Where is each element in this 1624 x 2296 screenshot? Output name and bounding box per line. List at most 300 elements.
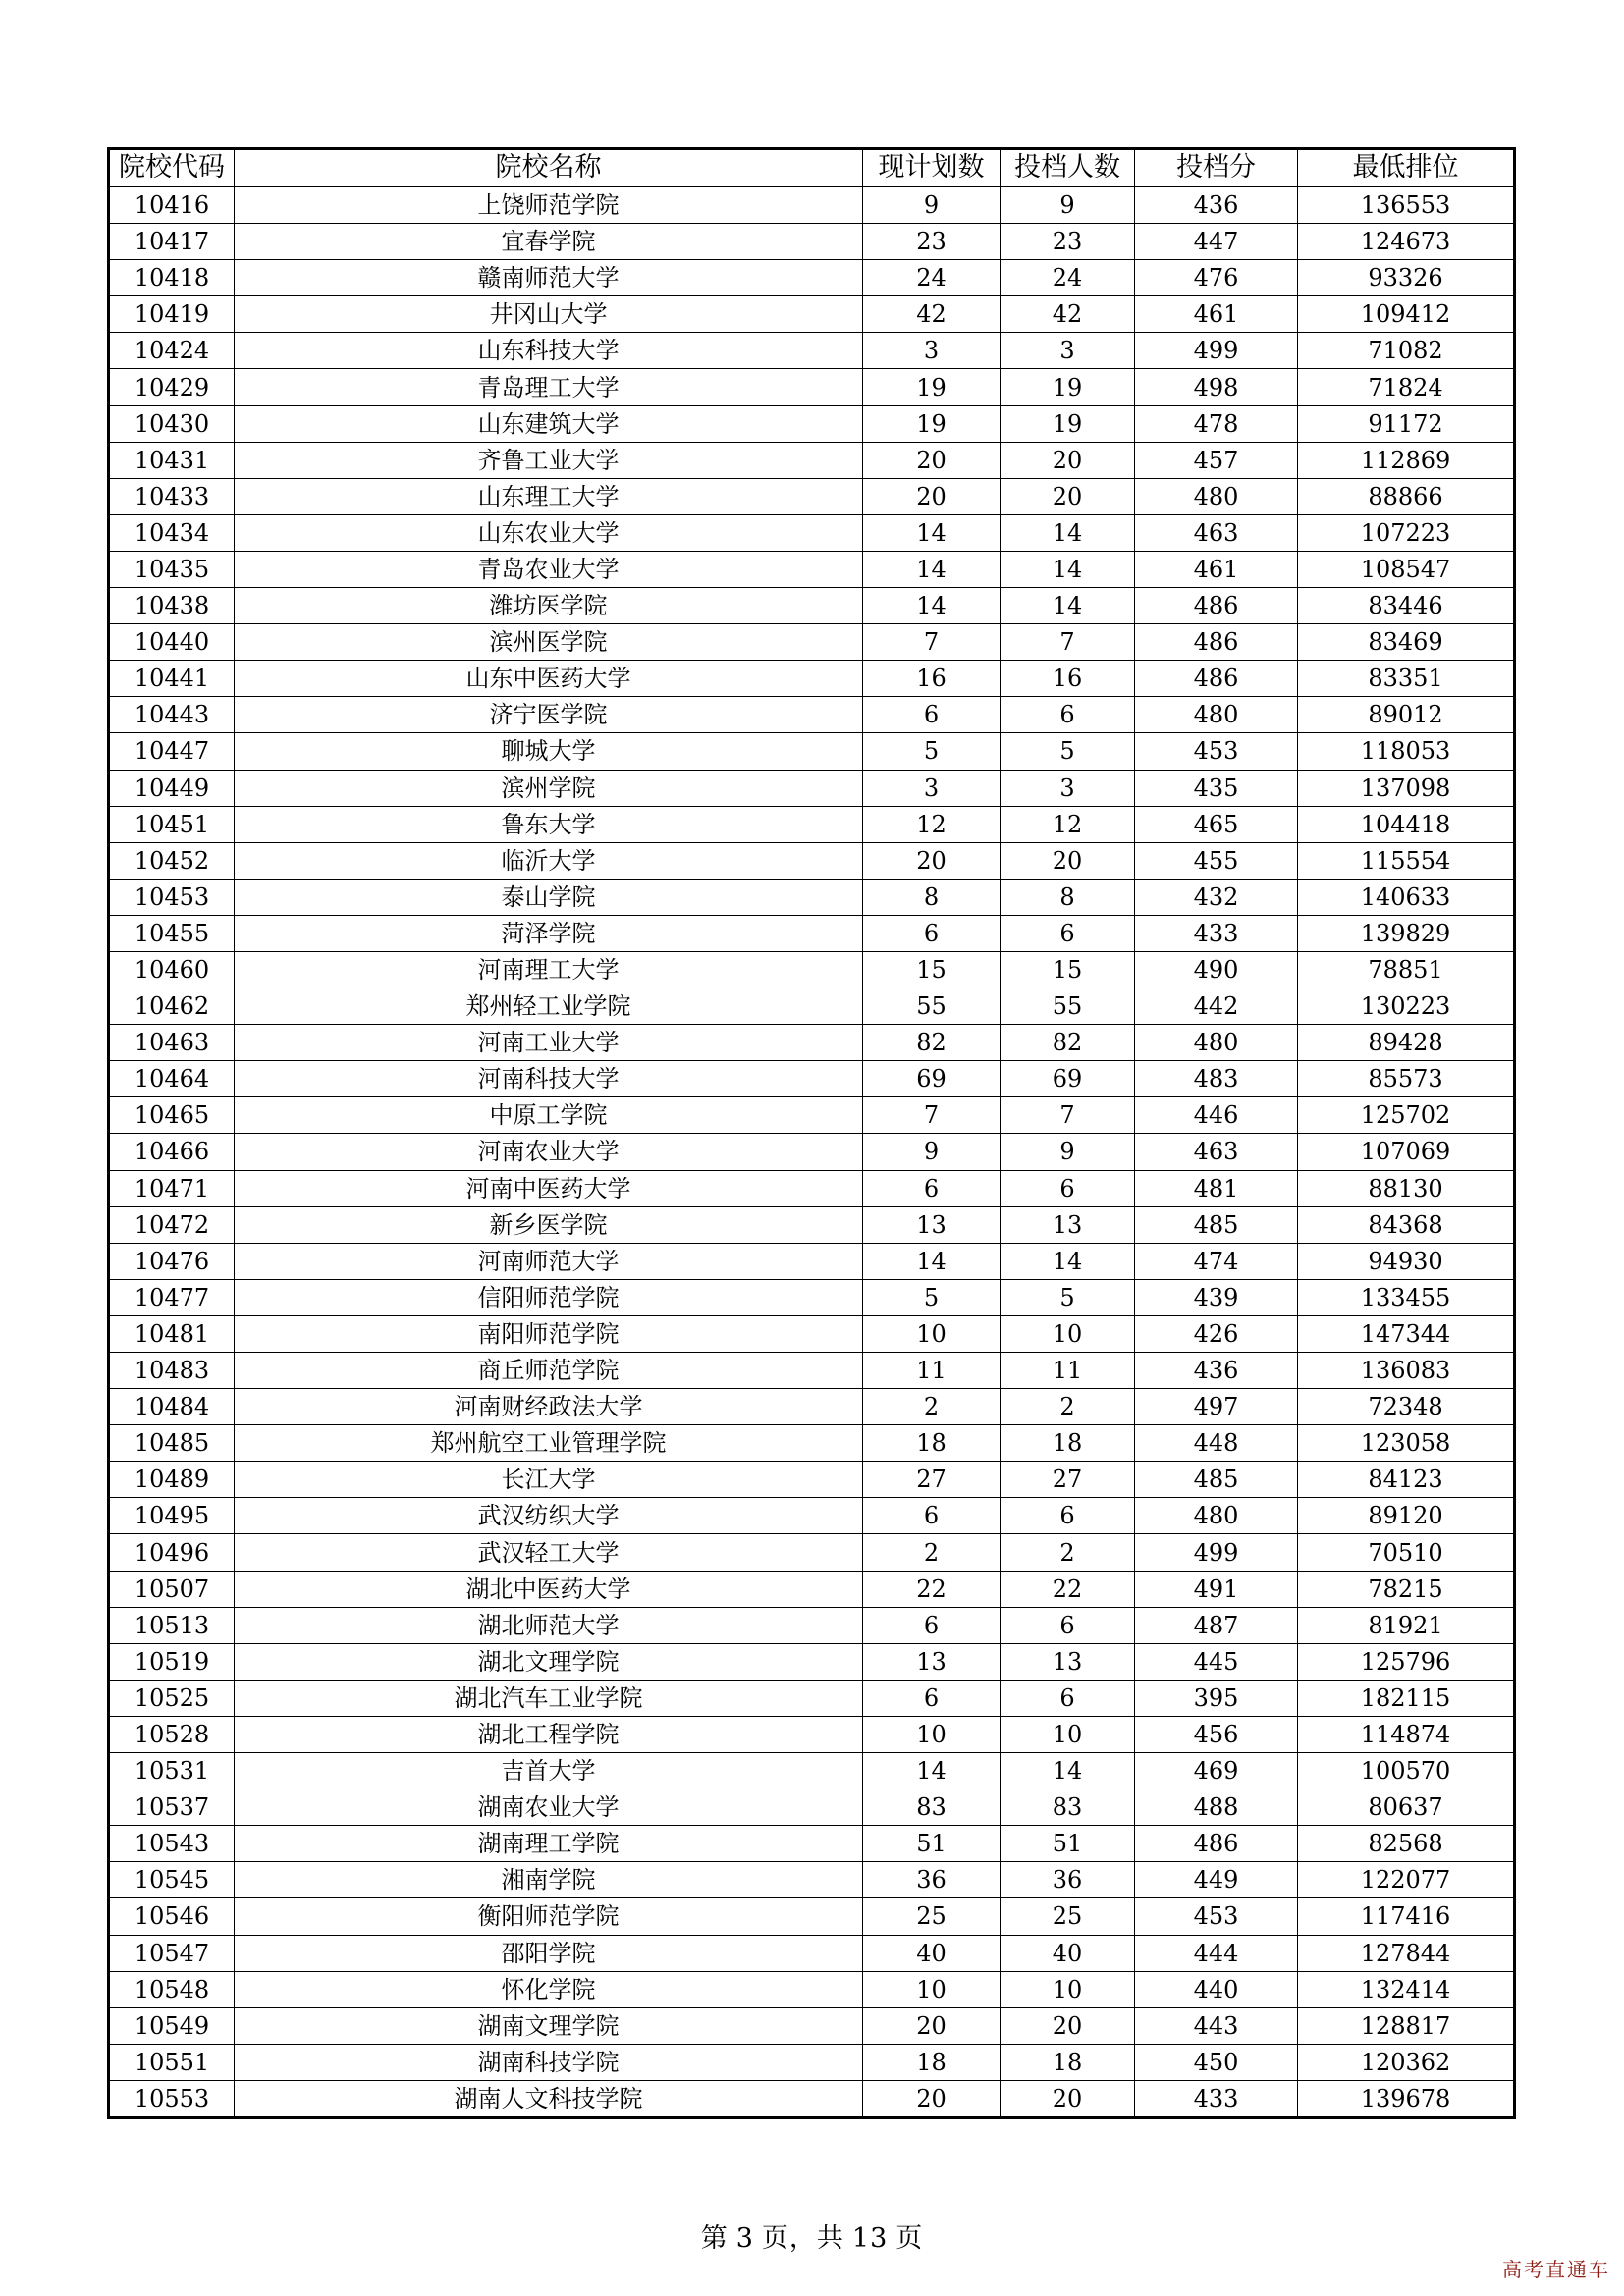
- cell-lowest-rank: 83351: [1298, 661, 1515, 697]
- table-row: [109, 588, 1515, 624]
- cell-admission-score: 436: [1135, 187, 1298, 224]
- cell-school-name: 聊城大学: [235, 733, 863, 770]
- cell-admission-score: 480: [1135, 697, 1298, 733]
- cell-school-name: 上饶师范学院: [235, 187, 863, 224]
- cell-school-name: 郑州轻工业学院: [235, 988, 863, 1025]
- cell-school-name: 湖北中医药大学: [235, 1571, 863, 1607]
- cell-school-name: 宜春学院: [235, 224, 863, 260]
- cell-lowest-rank: 85573: [1298, 1061, 1515, 1097]
- table-row: [109, 1898, 1515, 1935]
- cell-admitted-count: 20: [1001, 2080, 1135, 2117]
- cell-admitted-count: 25: [1001, 1898, 1135, 1935]
- table-row: [109, 1025, 1515, 1061]
- cell-plan-count: 13: [863, 1206, 1001, 1243]
- cell-lowest-rank: 71082: [1298, 333, 1515, 369]
- table-row: [109, 1753, 1515, 1789]
- cell-admitted-count: 6: [1001, 1607, 1135, 1643]
- cell-admitted-count: 23: [1001, 224, 1135, 260]
- cell-school-name: 青岛理工大学: [235, 369, 863, 405]
- cell-admission-score: 433: [1135, 915, 1298, 951]
- cell-admitted-count: 5: [1001, 1279, 1135, 1315]
- header-admitted-count: 投档人数: [1001, 149, 1135, 187]
- cell-admission-score: 447: [1135, 224, 1298, 260]
- cell-admitted-count: 20: [1001, 2007, 1135, 2044]
- cell-admission-score: 499: [1135, 1534, 1298, 1571]
- cell-plan-count: 11: [863, 1353, 1001, 1389]
- table-row: [109, 1534, 1515, 1571]
- cell-lowest-rank: 128817: [1298, 2007, 1515, 2044]
- cell-admission-score: 453: [1135, 733, 1298, 770]
- cell-admitted-count: 13: [1001, 1643, 1135, 1680]
- cell-admission-score: 498: [1135, 369, 1298, 405]
- cell-plan-count: 9: [863, 187, 1001, 224]
- watermark-logo: 高考直通车: [1502, 2258, 1610, 2281]
- cell-admission-score: 433: [1135, 2080, 1298, 2117]
- table-row: [109, 1571, 1515, 1607]
- cell-admission-score: 486: [1135, 661, 1298, 697]
- cell-lowest-rank: 83469: [1298, 624, 1515, 661]
- cell-admitted-count: 3: [1001, 770, 1135, 806]
- cell-lowest-rank: 83446: [1298, 588, 1515, 624]
- cell-school-code: 10484: [109, 1389, 235, 1425]
- cell-admitted-count: 5: [1001, 733, 1135, 770]
- cell-admitted-count: 24: [1001, 260, 1135, 296]
- cell-school-code: 10548: [109, 1971, 235, 2007]
- cell-admission-score: 480: [1135, 1025, 1298, 1061]
- header-school-code: 院校代码: [109, 149, 235, 187]
- cell-lowest-rank: 70510: [1298, 1534, 1515, 1571]
- table-row: [109, 1643, 1515, 1680]
- cell-plan-count: 6: [863, 1607, 1001, 1643]
- cell-school-code: 10435: [109, 551, 235, 587]
- cell-admitted-count: 10: [1001, 1716, 1135, 1752]
- table-row: [109, 842, 1515, 879]
- cell-school-name: 郑州航空工业管理学院: [235, 1425, 863, 1462]
- cell-admitted-count: 83: [1001, 1789, 1135, 1826]
- table-row: [109, 333, 1515, 369]
- table-row: [109, 1826, 1515, 1862]
- cell-plan-count: 55: [863, 988, 1001, 1025]
- cell-lowest-rank: 81921: [1298, 1607, 1515, 1643]
- cell-admission-score: 449: [1135, 1862, 1298, 1898]
- cell-admission-score: 476: [1135, 260, 1298, 296]
- cell-plan-count: 6: [863, 697, 1001, 733]
- cell-school-code: 10449: [109, 770, 235, 806]
- cell-admission-score: 426: [1135, 1315, 1298, 1352]
- cell-plan-count: 15: [863, 951, 1001, 988]
- cell-admission-score: 463: [1135, 514, 1298, 551]
- cell-admission-score: 432: [1135, 879, 1298, 915]
- cell-school-name: 衡阳师范学院: [235, 1898, 863, 1935]
- cell-admission-score: 456: [1135, 1716, 1298, 1752]
- cell-admission-score: 486: [1135, 588, 1298, 624]
- cell-school-code: 10483: [109, 1353, 235, 1389]
- header-plan-count: 现计划数: [863, 149, 1001, 187]
- cell-admission-score: 457: [1135, 442, 1298, 478]
- cell-plan-count: 7: [863, 624, 1001, 661]
- cell-plan-count: 20: [863, 2080, 1001, 2117]
- cell-plan-count: 20: [863, 2007, 1001, 2044]
- cell-lowest-rank: 127844: [1298, 1935, 1515, 1971]
- cell-plan-count: 6: [863, 1680, 1001, 1716]
- table-row: [109, 770, 1515, 806]
- cell-admission-score: 486: [1135, 1826, 1298, 1862]
- cell-school-code: 10416: [109, 187, 235, 224]
- cell-lowest-rank: 117416: [1298, 1898, 1515, 1935]
- cell-lowest-rank: 122077: [1298, 1862, 1515, 1898]
- table-row: [109, 2044, 1515, 2080]
- cell-plan-count: 3: [863, 770, 1001, 806]
- cell-admitted-count: 12: [1001, 806, 1135, 842]
- table-row: [109, 806, 1515, 842]
- cell-school-name: 河南理工大学: [235, 951, 863, 988]
- cell-admitted-count: 10: [1001, 1315, 1135, 1352]
- cell-admitted-count: 9: [1001, 187, 1135, 224]
- table-row: [109, 1134, 1515, 1170]
- cell-admission-score: 474: [1135, 1243, 1298, 1279]
- table-row: [109, 260, 1515, 296]
- cell-admitted-count: 20: [1001, 842, 1135, 879]
- cell-lowest-rank: 107069: [1298, 1134, 1515, 1170]
- table-row: [109, 1971, 1515, 2007]
- cell-lowest-rank: 107223: [1298, 514, 1515, 551]
- cell-school-code: 10418: [109, 260, 235, 296]
- cell-admission-score: 443: [1135, 2007, 1298, 2044]
- cell-admitted-count: 2: [1001, 1534, 1135, 1571]
- cell-school-code: 10433: [109, 478, 235, 514]
- cell-school-code: 10545: [109, 1862, 235, 1898]
- cell-school-name: 河南工业大学: [235, 1025, 863, 1061]
- cell-admission-score: 488: [1135, 1789, 1298, 1826]
- table-row: [109, 988, 1515, 1025]
- cell-plan-count: 36: [863, 1862, 1001, 1898]
- table-row: [109, 1680, 1515, 1716]
- cell-plan-count: 18: [863, 1425, 1001, 1462]
- table-row: [109, 1425, 1515, 1462]
- cell-admission-score: 487: [1135, 1607, 1298, 1643]
- cell-admitted-count: 14: [1001, 551, 1135, 587]
- cell-school-code: 10471: [109, 1170, 235, 1206]
- table-row: [109, 1389, 1515, 1425]
- cell-school-code: 10477: [109, 1279, 235, 1315]
- cell-plan-count: 20: [863, 442, 1001, 478]
- cell-plan-count: 83: [863, 1789, 1001, 1826]
- cell-admission-score: 485: [1135, 1206, 1298, 1243]
- table-row: [109, 697, 1515, 733]
- table-row: [109, 1862, 1515, 1898]
- cell-lowest-rank: 125702: [1298, 1097, 1515, 1134]
- cell-admitted-count: 6: [1001, 697, 1135, 733]
- cell-lowest-rank: 88130: [1298, 1170, 1515, 1206]
- cell-school-name: 武汉纺织大学: [235, 1498, 863, 1534]
- cell-lowest-rank: 88866: [1298, 478, 1515, 514]
- footer-page-number: 3: [735, 2223, 754, 2254]
- cell-school-code: 10463: [109, 1025, 235, 1061]
- cell-lowest-rank: 72348: [1298, 1389, 1515, 1425]
- cell-admitted-count: 7: [1001, 1097, 1135, 1134]
- table-row: [109, 551, 1515, 587]
- cell-school-name: 湖北工程学院: [235, 1716, 863, 1752]
- table-row: [109, 879, 1515, 915]
- cell-school-name: 新乡医学院: [235, 1206, 863, 1243]
- table-row: [109, 624, 1515, 661]
- header-school-name: 院校名称: [235, 149, 863, 187]
- table-row: [109, 1607, 1515, 1643]
- cell-school-code: 10551: [109, 2044, 235, 2080]
- cell-lowest-rank: 89428: [1298, 1025, 1515, 1061]
- header-lowest-rank: 最低排位: [1298, 149, 1515, 187]
- cell-school-code: 10460: [109, 951, 235, 988]
- table-row: [109, 296, 1515, 333]
- cell-school-name: 武汉轻工大学: [235, 1534, 863, 1571]
- cell-admitted-count: 22: [1001, 1571, 1135, 1607]
- cell-school-name: 河南师范大学: [235, 1243, 863, 1279]
- cell-school-code: 10424: [109, 333, 235, 369]
- cell-plan-count: 2: [863, 1534, 1001, 1571]
- cell-school-name: 邵阳学院: [235, 1935, 863, 1971]
- cell-school-name: 信阳师范学院: [235, 1279, 863, 1315]
- table-row: [109, 1462, 1515, 1498]
- cell-plan-count: 19: [863, 369, 1001, 405]
- cell-admission-score: 465: [1135, 806, 1298, 842]
- cell-admitted-count: 3: [1001, 333, 1135, 369]
- table-row: [109, 1170, 1515, 1206]
- cell-school-name: 山东中医药大学: [235, 661, 863, 697]
- cell-plan-count: 24: [863, 260, 1001, 296]
- cell-plan-count: 6: [863, 1170, 1001, 1206]
- cell-lowest-rank: 82568: [1298, 1826, 1515, 1862]
- cell-admitted-count: 14: [1001, 588, 1135, 624]
- cell-lowest-rank: 133455: [1298, 1279, 1515, 1315]
- cell-lowest-rank: 120362: [1298, 2044, 1515, 2080]
- footer-middle: 页，共: [761, 2223, 844, 2254]
- table-row: [109, 369, 1515, 405]
- table-row: [109, 514, 1515, 551]
- cell-admitted-count: 6: [1001, 1170, 1135, 1206]
- cell-school-name: 山东科技大学: [235, 333, 863, 369]
- cell-plan-count: 14: [863, 1753, 1001, 1789]
- cell-school-code: 10455: [109, 915, 235, 951]
- cell-admitted-count: 10: [1001, 1971, 1135, 2007]
- cell-plan-count: 14: [863, 1243, 1001, 1279]
- cell-admission-score: 478: [1135, 405, 1298, 442]
- cell-lowest-rank: 125796: [1298, 1643, 1515, 1680]
- cell-lowest-rank: 71824: [1298, 369, 1515, 405]
- cell-lowest-rank: 89012: [1298, 697, 1515, 733]
- cell-lowest-rank: 139829: [1298, 915, 1515, 951]
- cell-plan-count: 13: [863, 1643, 1001, 1680]
- footer-prefix: 第: [700, 2223, 729, 2254]
- cell-admitted-count: 55: [1001, 988, 1135, 1025]
- cell-school-code: 10495: [109, 1498, 235, 1534]
- cell-admission-score: 435: [1135, 770, 1298, 806]
- cell-school-code: 10546: [109, 1898, 235, 1935]
- cell-school-name: 山东建筑大学: [235, 405, 863, 442]
- cell-admitted-count: 8: [1001, 879, 1135, 915]
- cell-lowest-rank: 136083: [1298, 1353, 1515, 1389]
- cell-lowest-rank: 136553: [1298, 187, 1515, 224]
- cell-admitted-count: 51: [1001, 1826, 1135, 1862]
- cell-school-name: 滨州学院: [235, 770, 863, 806]
- cell-school-code: 10528: [109, 1716, 235, 1752]
- cell-lowest-rank: 130223: [1298, 988, 1515, 1025]
- cell-school-name: 吉首大学: [235, 1753, 863, 1789]
- cell-school-name: 青岛农业大学: [235, 551, 863, 587]
- cell-school-name: 湖南人文科技学院: [235, 2080, 863, 2117]
- header-admission-score: 投档分: [1135, 149, 1298, 187]
- table-row: [109, 1061, 1515, 1097]
- cell-lowest-rank: 78215: [1298, 1571, 1515, 1607]
- cell-plan-count: 14: [863, 588, 1001, 624]
- cell-school-code: 10447: [109, 733, 235, 770]
- cell-school-code: 10466: [109, 1134, 235, 1170]
- cell-school-code: 10430: [109, 405, 235, 442]
- cell-plan-count: 25: [863, 1898, 1001, 1935]
- cell-school-name: 潍坊医学院: [235, 588, 863, 624]
- cell-admitted-count: 20: [1001, 442, 1135, 478]
- table-row: [109, 661, 1515, 697]
- cell-lowest-rank: 140633: [1298, 879, 1515, 915]
- cell-admission-score: 463: [1135, 1134, 1298, 1170]
- cell-lowest-rank: 114874: [1298, 1716, 1515, 1752]
- cell-plan-count: 42: [863, 296, 1001, 333]
- cell-plan-count: 9: [863, 1134, 1001, 1170]
- cell-admitted-count: 13: [1001, 1206, 1135, 1243]
- cell-school-name: 湖南科技学院: [235, 2044, 863, 2080]
- cell-admitted-count: 14: [1001, 1243, 1135, 1279]
- cell-admission-score: 480: [1135, 1498, 1298, 1534]
- cell-admitted-count: 11: [1001, 1353, 1135, 1389]
- table-row: [109, 733, 1515, 770]
- cell-school-code: 10537: [109, 1789, 235, 1826]
- cell-plan-count: 19: [863, 405, 1001, 442]
- cell-lowest-rank: 118053: [1298, 733, 1515, 770]
- cell-plan-count: 2: [863, 1389, 1001, 1425]
- cell-school-name: 泰山学院: [235, 879, 863, 915]
- cell-plan-count: 18: [863, 2044, 1001, 2080]
- cell-admission-score: 436: [1135, 1353, 1298, 1389]
- cell-school-code: 10464: [109, 1061, 235, 1097]
- footer-total-pages: 13: [851, 2223, 889, 2254]
- cell-admitted-count: 20: [1001, 478, 1135, 514]
- cell-school-name: 湖南文理学院: [235, 2007, 863, 2044]
- cell-school-name: 山东农业大学: [235, 514, 863, 551]
- cell-lowest-rank: 132414: [1298, 1971, 1515, 2007]
- cell-school-name: 湖北汽车工业学院: [235, 1680, 863, 1716]
- cell-admission-score: 485: [1135, 1462, 1298, 1498]
- cell-school-code: 10431: [109, 442, 235, 478]
- cell-admission-score: 483: [1135, 1061, 1298, 1097]
- cell-plan-count: 20: [863, 842, 1001, 879]
- cell-school-name: 鲁东大学: [235, 806, 863, 842]
- table-row: [109, 2007, 1515, 2044]
- cell-school-name: 临沂大学: [235, 842, 863, 879]
- cell-admitted-count: 6: [1001, 915, 1135, 951]
- cell-school-code: 10476: [109, 1243, 235, 1279]
- table-row: [109, 1353, 1515, 1389]
- cell-plan-count: 20: [863, 478, 1001, 514]
- cell-school-code: 10485: [109, 1425, 235, 1462]
- table-row: [109, 2080, 1515, 2117]
- cell-lowest-rank: 89120: [1298, 1498, 1515, 1534]
- cell-admission-score: 480: [1135, 478, 1298, 514]
- cell-plan-count: 7: [863, 1097, 1001, 1134]
- cell-school-name: 湘南学院: [235, 1862, 863, 1898]
- cell-admission-score: 450: [1135, 2044, 1298, 2080]
- cell-school-name: 南阳师范学院: [235, 1315, 863, 1352]
- cell-school-name: 河南财经政法大学: [235, 1389, 863, 1425]
- cell-school-code: 10434: [109, 514, 235, 551]
- cell-lowest-rank: 137098: [1298, 770, 1515, 806]
- cell-admitted-count: 16: [1001, 661, 1135, 697]
- cell-lowest-rank: 182115: [1298, 1680, 1515, 1716]
- cell-plan-count: 23: [863, 224, 1001, 260]
- cell-school-code: 10549: [109, 2007, 235, 2044]
- cell-plan-count: 27: [863, 1462, 1001, 1498]
- cell-admission-score: 442: [1135, 988, 1298, 1025]
- cell-school-code: 10481: [109, 1315, 235, 1352]
- cell-admission-score: 490: [1135, 951, 1298, 988]
- cell-lowest-rank: 112869: [1298, 442, 1515, 478]
- table-header-row: [109, 149, 1515, 187]
- cell-school-code: 10453: [109, 879, 235, 915]
- cell-school-code: 10531: [109, 1753, 235, 1789]
- cell-admitted-count: 36: [1001, 1862, 1135, 1898]
- cell-admitted-count: 2: [1001, 1389, 1135, 1425]
- cell-plan-count: 14: [863, 551, 1001, 587]
- cell-plan-count: 10: [863, 1971, 1001, 2007]
- cell-admitted-count: 7: [1001, 624, 1135, 661]
- cell-lowest-rank: 115554: [1298, 842, 1515, 879]
- cell-plan-count: 3: [863, 333, 1001, 369]
- cell-plan-count: 69: [863, 1061, 1001, 1097]
- cell-school-name: 湖北文理学院: [235, 1643, 863, 1680]
- cell-lowest-rank: 84368: [1298, 1206, 1515, 1243]
- cell-lowest-rank: 139678: [1298, 2080, 1515, 2117]
- cell-plan-count: 51: [863, 1826, 1001, 1862]
- cell-school-code: 10452: [109, 842, 235, 879]
- cell-admission-score: 448: [1135, 1425, 1298, 1462]
- cell-lowest-rank: 93326: [1298, 260, 1515, 296]
- cell-school-code: 10472: [109, 1206, 235, 1243]
- table-row: [109, 1935, 1515, 1971]
- cell-school-code: 10440: [109, 624, 235, 661]
- cell-school-code: 10441: [109, 661, 235, 697]
- cell-school-code: 10443: [109, 697, 235, 733]
- cell-school-name: 井冈山大学: [235, 296, 863, 333]
- cell-admission-score: 499: [1135, 333, 1298, 369]
- cell-admission-score: 461: [1135, 551, 1298, 587]
- cell-lowest-rank: 94930: [1298, 1243, 1515, 1279]
- cell-admission-score: 461: [1135, 296, 1298, 333]
- cell-admission-score: 497: [1135, 1389, 1298, 1425]
- table-row: [109, 1243, 1515, 1279]
- cell-lowest-rank: 124673: [1298, 224, 1515, 260]
- cell-school-name: 商丘师范学院: [235, 1353, 863, 1389]
- cell-admission-score: 455: [1135, 842, 1298, 879]
- cell-school-code: 10547: [109, 1935, 235, 1971]
- cell-plan-count: 5: [863, 1279, 1001, 1315]
- cell-admitted-count: 19: [1001, 405, 1135, 442]
- table-row: [109, 224, 1515, 260]
- table-row: [109, 1716, 1515, 1752]
- cell-school-code: 10513: [109, 1607, 235, 1643]
- cell-plan-count: 8: [863, 879, 1001, 915]
- table-row: [109, 1206, 1515, 1243]
- cell-admitted-count: 42: [1001, 296, 1135, 333]
- cell-school-name: 中原工学院: [235, 1097, 863, 1134]
- cell-admission-score: 440: [1135, 1971, 1298, 2007]
